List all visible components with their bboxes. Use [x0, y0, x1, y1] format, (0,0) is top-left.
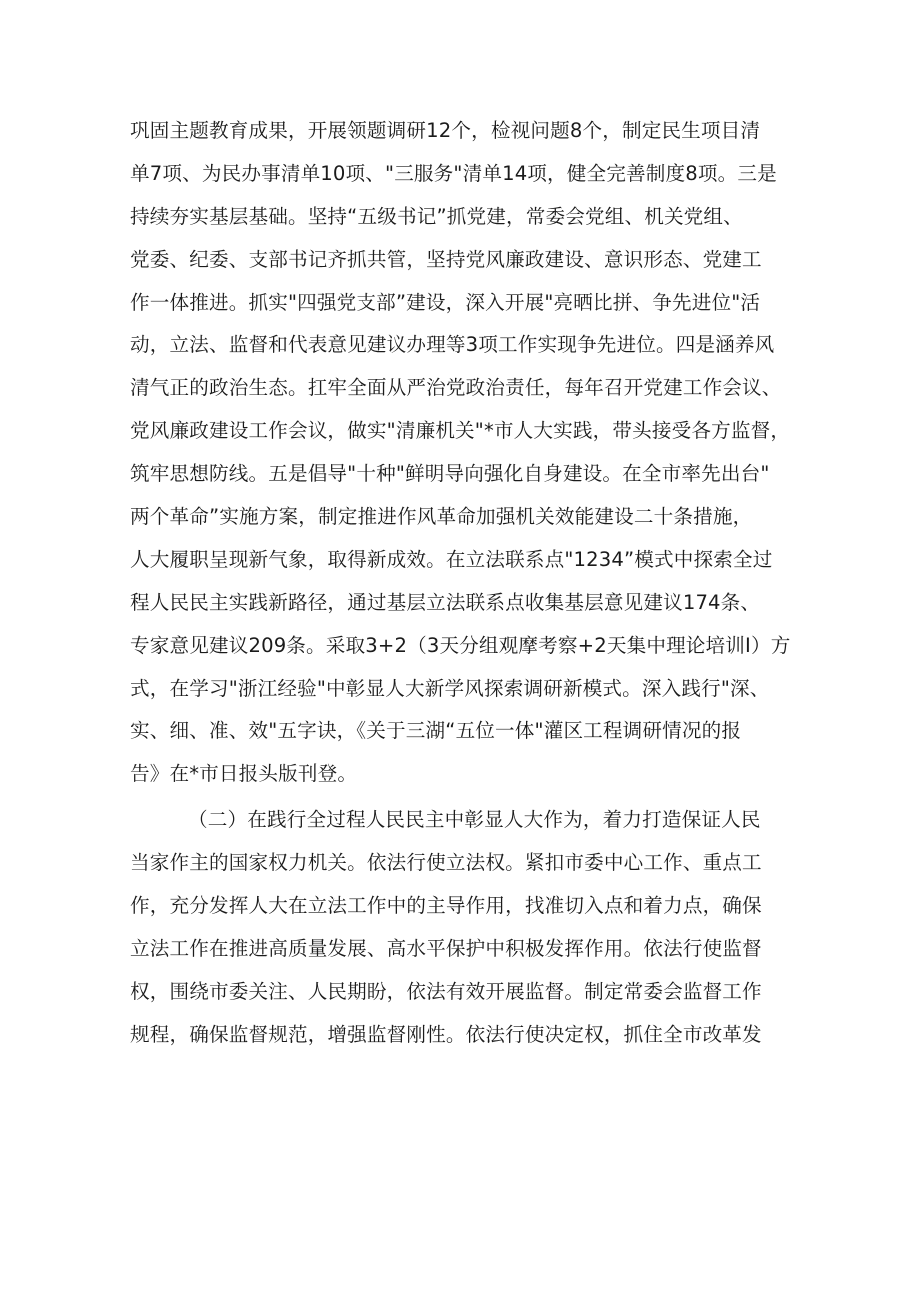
- text-line: 动，立法、监督和代表意见建议办理等3项工作实现争先进位。四是涵养风: [130, 333, 775, 357]
- text-line: 作，充分发挥人大在立法工作中的主导作用，找准切入点和着力点，确保: [130, 894, 762, 918]
- text-line: 式，在学习"浙江经验"中彰显人大新学风探索调研新模式。深入践行"深、: [130, 676, 770, 700]
- text-line: 专家意见建议209条。采取3+2（3天分组观摩考察+2天集中理论培训I）方: [130, 633, 791, 657]
- text-line: 规程，确保监督规范，增强监督刚性。依法行使决定权，抓住全市改革发: [130, 1022, 762, 1046]
- text-line: 立法工作在推进高质量发展、高水平保护中积极发挥作用。依法行使监督: [130, 936, 762, 960]
- text-line: 巩固主题教育成果，开展领题调研12个，检视问题8个，制定民生项目清: [130, 119, 761, 142]
- text-line: 作一体推进。抓实"四强党支部”建设，深入开展"亮晒比拼、争先进位"活: [130, 290, 761, 314]
- text-line: 当家作主的国家权力机关。依法行使立法权。紧扣市委中心工作、重点工: [130, 851, 762, 875]
- text-line: 党委、纪委、支部书记齐抓共管，坚持党风廉政建设、意识形态、党建工: [130, 247, 762, 271]
- paragraph-two: [130, 799, 810, 1056]
- text-line: 权，围绕市委关注、人民期盼，依法有效开展监督。制定常委会监督工作: [130, 979, 762, 1003]
- text-line: 实、细、准、效"五字诀，《关于三湖“五位一体"灌区工程调研情况的报: [130, 719, 742, 743]
- text-line: 两个革命”实施方案，制定推进作风革命加强机关效能建设二十条措施，: [130, 505, 753, 529]
- document-body: [130, 110, 810, 1057]
- text-line: 程人民民主实践新路径，通过基层立法联系点收集基层意见建议174条、: [130, 590, 761, 614]
- text-line: 党风廉政建设工作会议，做实"清廉机关"*市人大实践，带头接受各方监督，: [130, 419, 791, 443]
- paragraph-first-line: （二）在践行全过程人民民主中彰显人大作为，着力打造保证人民: [188, 808, 761, 832]
- text-line: 告》在*市日报头版刊登。: [130, 762, 358, 786]
- text-line: 持续夯实基层基础。坚持“五级书记”抓党建，常委会党组、机关党组、: [130, 204, 743, 228]
- text-line: 清气正的政治生态。扛牢全面从严治党政治责任，每年召开党建工作会议、: [130, 376, 782, 400]
- paragraph-continued: [130, 110, 810, 796]
- text-line: 人大履职呈现新气象，取得新成效。在立法联系点"1234”模式中探索全过: [130, 547, 773, 571]
- text-line: 单7项、为民办事清单10项、"三服务"清单14项，健全完善制度8项。三是: [130, 161, 777, 185]
- text-line: 筑牢思想防线。五是倡导"十种"鲜明导向强化自身建设。在全市率先出台": [130, 462, 770, 486]
